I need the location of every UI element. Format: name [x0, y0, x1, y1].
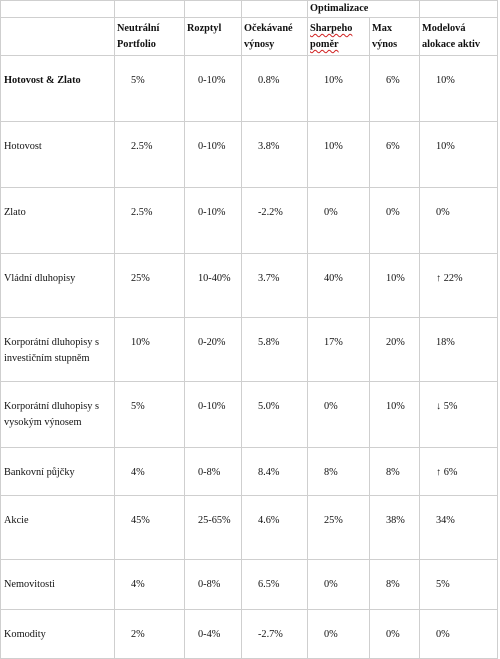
- cell-sharpe: 8%: [308, 448, 370, 496]
- cell-range: 0-10%: [185, 188, 242, 254]
- cell-neutral: 25%: [115, 254, 185, 318]
- cell-neutral: 10%: [115, 318, 185, 382]
- cell-max: 6%: [370, 56, 420, 122]
- cell-neutral: 4%: [115, 448, 185, 496]
- cell-neutral: 45%: [115, 496, 185, 560]
- cell-max: 8%: [370, 560, 420, 610]
- cell-model: ↓ 5%: [420, 382, 498, 448]
- cell-range: 25-65%: [185, 496, 242, 560]
- header-group-label: Optimalizace: [310, 3, 369, 14]
- row-name: Bankovní půjčky: [1, 448, 115, 496]
- cell-max: 8%: [370, 448, 420, 496]
- cell-sharpe: 0%: [308, 610, 370, 659]
- cell-model: ↑ 6%: [420, 448, 498, 496]
- cell-expected: 3.7%: [242, 254, 308, 318]
- header-empty-cell: [242, 1, 308, 18]
- cell-neutral: 2.5%: [115, 188, 185, 254]
- cell-max: 0%: [370, 188, 420, 254]
- cell-sharpe: 10%: [308, 122, 370, 188]
- header-group-row: [1, 1, 498, 18]
- header-cell-range: Rozptyl: [185, 18, 242, 56]
- cell-max: 6%: [370, 122, 420, 188]
- cell-model: 10%: [420, 122, 498, 188]
- row-name: Hotovost: [1, 122, 115, 188]
- cell-range: 0-20%: [185, 318, 242, 382]
- header-cell-neutral: Neutrální Portfolio: [115, 18, 185, 56]
- header-cell-sharpe: Sharpeho poměr: [308, 18, 370, 56]
- cell-max: 20%: [370, 318, 420, 382]
- cell-range: 0-10%: [185, 122, 242, 188]
- row-name: Korporátní dluhopisy s vysokým výnosem: [1, 382, 115, 448]
- table-row: [1, 448, 498, 496]
- cell-neutral: 4%: [115, 560, 185, 610]
- header-cell-name: [1, 18, 115, 56]
- row-name: Hotovost & Zlato: [1, 56, 115, 122]
- table-row: [1, 496, 498, 560]
- cell-neutral: 2.5%: [115, 122, 185, 188]
- row-name: Zlato: [1, 188, 115, 254]
- header-cell-expected: Očekávané výnosy: [242, 18, 308, 56]
- cell-expected: 4.6%: [242, 496, 308, 560]
- cell-expected: 5.8%: [242, 318, 308, 382]
- table-row: [1, 318, 498, 382]
- table-row: [1, 560, 498, 610]
- header-empty-cell: [420, 1, 498, 18]
- header-group-optimization: [308, 1, 420, 18]
- header-cell-model: Modelová alokace aktiv: [420, 18, 498, 56]
- cell-expected: 6.5%: [242, 560, 308, 610]
- table-row: [1, 382, 498, 448]
- cell-sharpe: 0%: [308, 382, 370, 448]
- row-name: Korporátní dluhopisy s investičním stupněm: [1, 318, 115, 382]
- cell-max: 10%: [370, 382, 420, 448]
- cell-neutral: 2%: [115, 610, 185, 659]
- header-cell-max: Max výnos: [370, 18, 420, 56]
- cell-model: ↑ 22%: [420, 254, 498, 318]
- cell-sharpe: 10%: [308, 56, 370, 122]
- table-row: [1, 56, 498, 122]
- header-empty-cell: [1, 1, 115, 18]
- table-row: [1, 254, 498, 318]
- cell-sharpe: 40%: [308, 254, 370, 318]
- table-row: [1, 188, 498, 254]
- header-row: [1, 18, 498, 56]
- row-name: Komodity: [1, 610, 115, 659]
- table-row: [1, 122, 498, 188]
- cell-max: 0%: [370, 610, 420, 659]
- cell-max: 10%: [370, 254, 420, 318]
- header-empty-cell: [115, 1, 185, 18]
- cell-expected: -2.2%: [242, 188, 308, 254]
- cell-expected: 0.8%: [242, 56, 308, 122]
- cell-max: 38%: [370, 496, 420, 560]
- cell-model: 5%: [420, 560, 498, 610]
- row-name: Vládní dluhopisy: [1, 254, 115, 318]
- cell-model: 34%: [420, 496, 498, 560]
- cell-expected: 8.4%: [242, 448, 308, 496]
- cell-range: 10-40%: [185, 254, 242, 318]
- cell-model: 0%: [420, 610, 498, 659]
- cell-model: 18%: [420, 318, 498, 382]
- cell-sharpe: 0%: [308, 188, 370, 254]
- cell-range: 0-8%: [185, 448, 242, 496]
- cell-range: 0-8%: [185, 560, 242, 610]
- cell-sharpe: 0%: [308, 560, 370, 610]
- cell-expected: 3.8%: [242, 122, 308, 188]
- row-name: Akcie: [1, 496, 115, 560]
- header-empty-cell: [185, 1, 242, 18]
- cell-range: 0-10%: [185, 56, 242, 122]
- cell-expected: 5.0%: [242, 382, 308, 448]
- cell-range: 0-10%: [185, 382, 242, 448]
- cell-range: 0-4%: [185, 610, 242, 659]
- cell-neutral: 5%: [115, 382, 185, 448]
- cell-sharpe: 17%: [308, 318, 370, 382]
- cell-sharpe: 25%: [308, 496, 370, 560]
- table-row: [1, 610, 498, 659]
- cell-model: 10%: [420, 56, 498, 122]
- cell-expected: -2.7%: [242, 610, 308, 659]
- cell-neutral: 5%: [115, 56, 185, 122]
- row-name: Nemovitosti: [1, 560, 115, 610]
- cell-model: 0%: [420, 188, 498, 254]
